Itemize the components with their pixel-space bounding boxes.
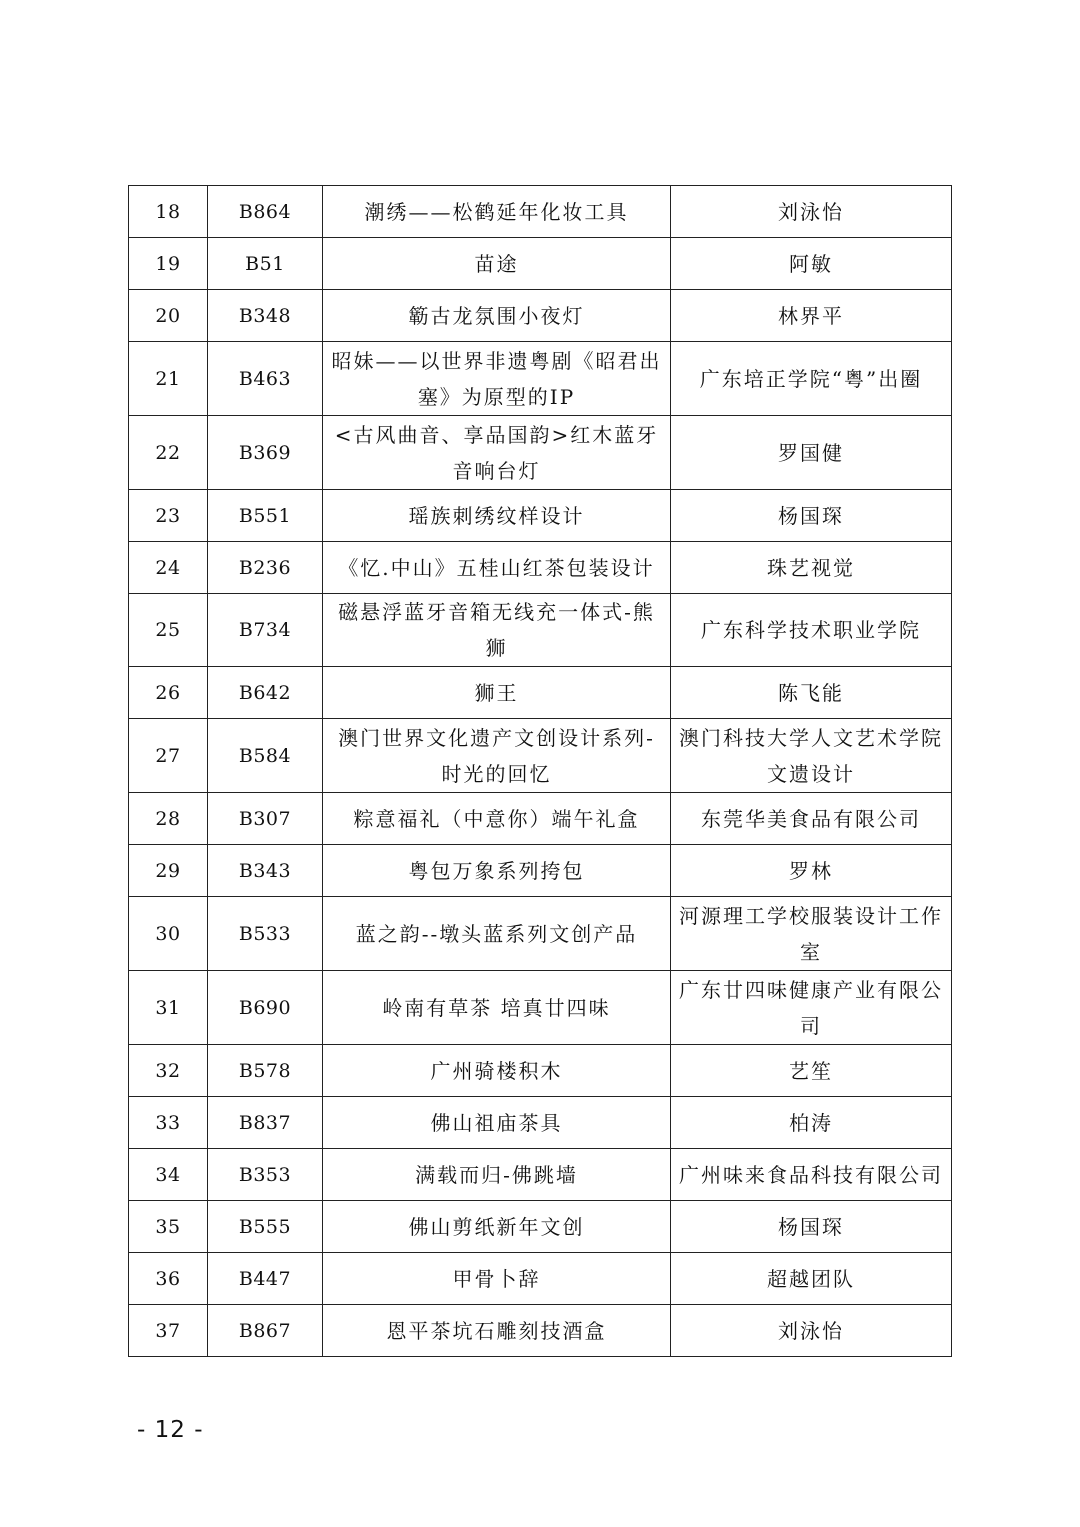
work-title-cell: 满载而归-佛跳墙 — [323, 1149, 671, 1201]
work-title-cell: 澳门世界文化遗产文创设计系列-时光的回忆 — [323, 719, 671, 793]
work-title-cell: 甲骨卜辞 — [323, 1253, 671, 1305]
author-cell: 刘泳怡 — [671, 186, 952, 238]
author-cell: 艺笙 — [671, 1045, 952, 1097]
author-cell: 东莞华美食品有限公司 — [671, 793, 952, 845]
work-title-cell: 《忆.中山》五桂山红茶包装设计 — [323, 542, 671, 594]
author-cell: 广东科学技术职业学院 — [671, 594, 952, 667]
entry-code-cell: B533 — [208, 897, 323, 971]
entry-code-cell: B864 — [208, 186, 323, 238]
author-cell: 珠艺视觉 — [671, 542, 952, 594]
row-number-cell: 23 — [129, 490, 208, 542]
entries-table — [128, 185, 952, 1357]
table-row — [129, 490, 952, 542]
author-cell: 罗国健 — [671, 416, 952, 490]
work-title-cell: 昭妹——以世界非遗粤剧《昭君出塞》为原型的IP — [323, 342, 671, 416]
table-row — [129, 1149, 952, 1201]
table-row — [129, 594, 952, 667]
table-row — [129, 290, 952, 342]
entry-code-cell: B463 — [208, 342, 323, 416]
author-cell: 广州味来食品科技有限公司 — [671, 1149, 952, 1201]
author-cell: 阿敏 — [671, 238, 952, 290]
author-cell: 杨国琛 — [671, 1201, 952, 1253]
entry-code-cell: B867 — [208, 1305, 323, 1357]
work-title-cell: 簕古龙氛围小夜灯 — [323, 290, 671, 342]
row-number-cell: 22 — [129, 416, 208, 490]
row-number-cell: 25 — [129, 594, 208, 667]
entry-code-cell: B51 — [208, 238, 323, 290]
author-cell: 广东培正学院“粤”出圈 — [671, 342, 952, 416]
entry-code-cell: B642 — [208, 667, 323, 719]
author-cell: 柏涛 — [671, 1097, 952, 1149]
entry-code-cell: B307 — [208, 793, 323, 845]
work-title-cell: 粽意福礼（中意你）端午礼盒 — [323, 793, 671, 845]
row-number-cell: 27 — [129, 719, 208, 793]
row-number-cell: 36 — [129, 1253, 208, 1305]
work-title-cell: 狮王 — [323, 667, 671, 719]
entry-code-cell: B578 — [208, 1045, 323, 1097]
row-number-cell: 33 — [129, 1097, 208, 1149]
entry-code-cell: B236 — [208, 542, 323, 594]
author-cell: 陈飞能 — [671, 667, 952, 719]
work-title-cell: 岭南有草茶 培真廿四味 — [323, 971, 671, 1045]
entry-code-cell: B353 — [208, 1149, 323, 1201]
row-number-cell: 37 — [129, 1305, 208, 1357]
work-title-cell: 蓝之韵--墩头蓝系列文创产品 — [323, 897, 671, 971]
table-row — [129, 897, 952, 971]
table-row — [129, 845, 952, 897]
author-cell: 林界平 — [671, 290, 952, 342]
author-cell: 河源理工学校服装设计工作室 — [671, 897, 952, 971]
table-row — [129, 793, 952, 845]
work-title-cell: 粤包万象系列挎包 — [323, 845, 671, 897]
work-title-cell: 广州骑楼积木 — [323, 1045, 671, 1097]
entry-code-cell: B343 — [208, 845, 323, 897]
work-title-cell: 潮绣——松鹤延年化妆工具 — [323, 186, 671, 238]
table-row — [129, 416, 952, 490]
work-title-cell: 恩平茶坑石雕刻技酒盒 — [323, 1305, 671, 1357]
author-cell: 罗林 — [671, 845, 952, 897]
page-number: - 12 - — [137, 1417, 204, 1443]
row-number-cell: 26 — [129, 667, 208, 719]
work-title-cell: 苗途 — [323, 238, 671, 290]
row-number-cell: 30 — [129, 897, 208, 971]
row-number-cell: 32 — [129, 1045, 208, 1097]
table-row — [129, 1097, 952, 1149]
row-number-cell: 29 — [129, 845, 208, 897]
table-row — [129, 971, 952, 1045]
entry-code-cell: B555 — [208, 1201, 323, 1253]
entries-table-body — [129, 186, 952, 1357]
table-row — [129, 1305, 952, 1357]
row-number-cell: 28 — [129, 793, 208, 845]
work-title-cell: 佛山祖庙茶具 — [323, 1097, 671, 1149]
row-number-cell: 21 — [129, 342, 208, 416]
row-number-cell: 34 — [129, 1149, 208, 1201]
author-cell: 超越团队 — [671, 1253, 952, 1305]
row-number-cell: 35 — [129, 1201, 208, 1253]
work-title-cell: 磁悬浮蓝牙音箱无线充一体式-熊狮 — [323, 594, 671, 667]
row-number-cell: 31 — [129, 971, 208, 1045]
table-row — [129, 542, 952, 594]
entry-code-cell: B447 — [208, 1253, 323, 1305]
entry-code-cell: B584 — [208, 719, 323, 793]
row-number-cell: 18 — [129, 186, 208, 238]
author-cell: 澳门科技大学人文艺术学院文遗设计 — [671, 719, 952, 793]
table-row — [129, 342, 952, 416]
work-title-cell: 佛山剪纸新年文创 — [323, 1201, 671, 1253]
entry-code-cell: B837 — [208, 1097, 323, 1149]
work-title-cell: 瑶族刺绣纹样设计 — [323, 490, 671, 542]
author-cell: 广东廿四味健康产业有限公司 — [671, 971, 952, 1045]
work-title-cell: <古风曲音、享品国韵>红木蓝牙音响台灯 — [323, 416, 671, 490]
table-row — [129, 667, 952, 719]
table-row — [129, 186, 952, 238]
table-row — [129, 238, 952, 290]
entry-code-cell: B734 — [208, 594, 323, 667]
entry-code-cell: B348 — [208, 290, 323, 342]
author-cell: 刘泳怡 — [671, 1305, 952, 1357]
table-row — [129, 719, 952, 793]
table-row — [129, 1201, 952, 1253]
table-row — [129, 1253, 952, 1305]
author-cell: 杨国琛 — [671, 490, 952, 542]
table-row — [129, 1045, 952, 1097]
row-number-cell: 19 — [129, 238, 208, 290]
entry-code-cell: B690 — [208, 971, 323, 1045]
row-number-cell: 20 — [129, 290, 208, 342]
entry-code-cell: B551 — [208, 490, 323, 542]
row-number-cell: 24 — [129, 542, 208, 594]
entry-code-cell: B369 — [208, 416, 323, 490]
